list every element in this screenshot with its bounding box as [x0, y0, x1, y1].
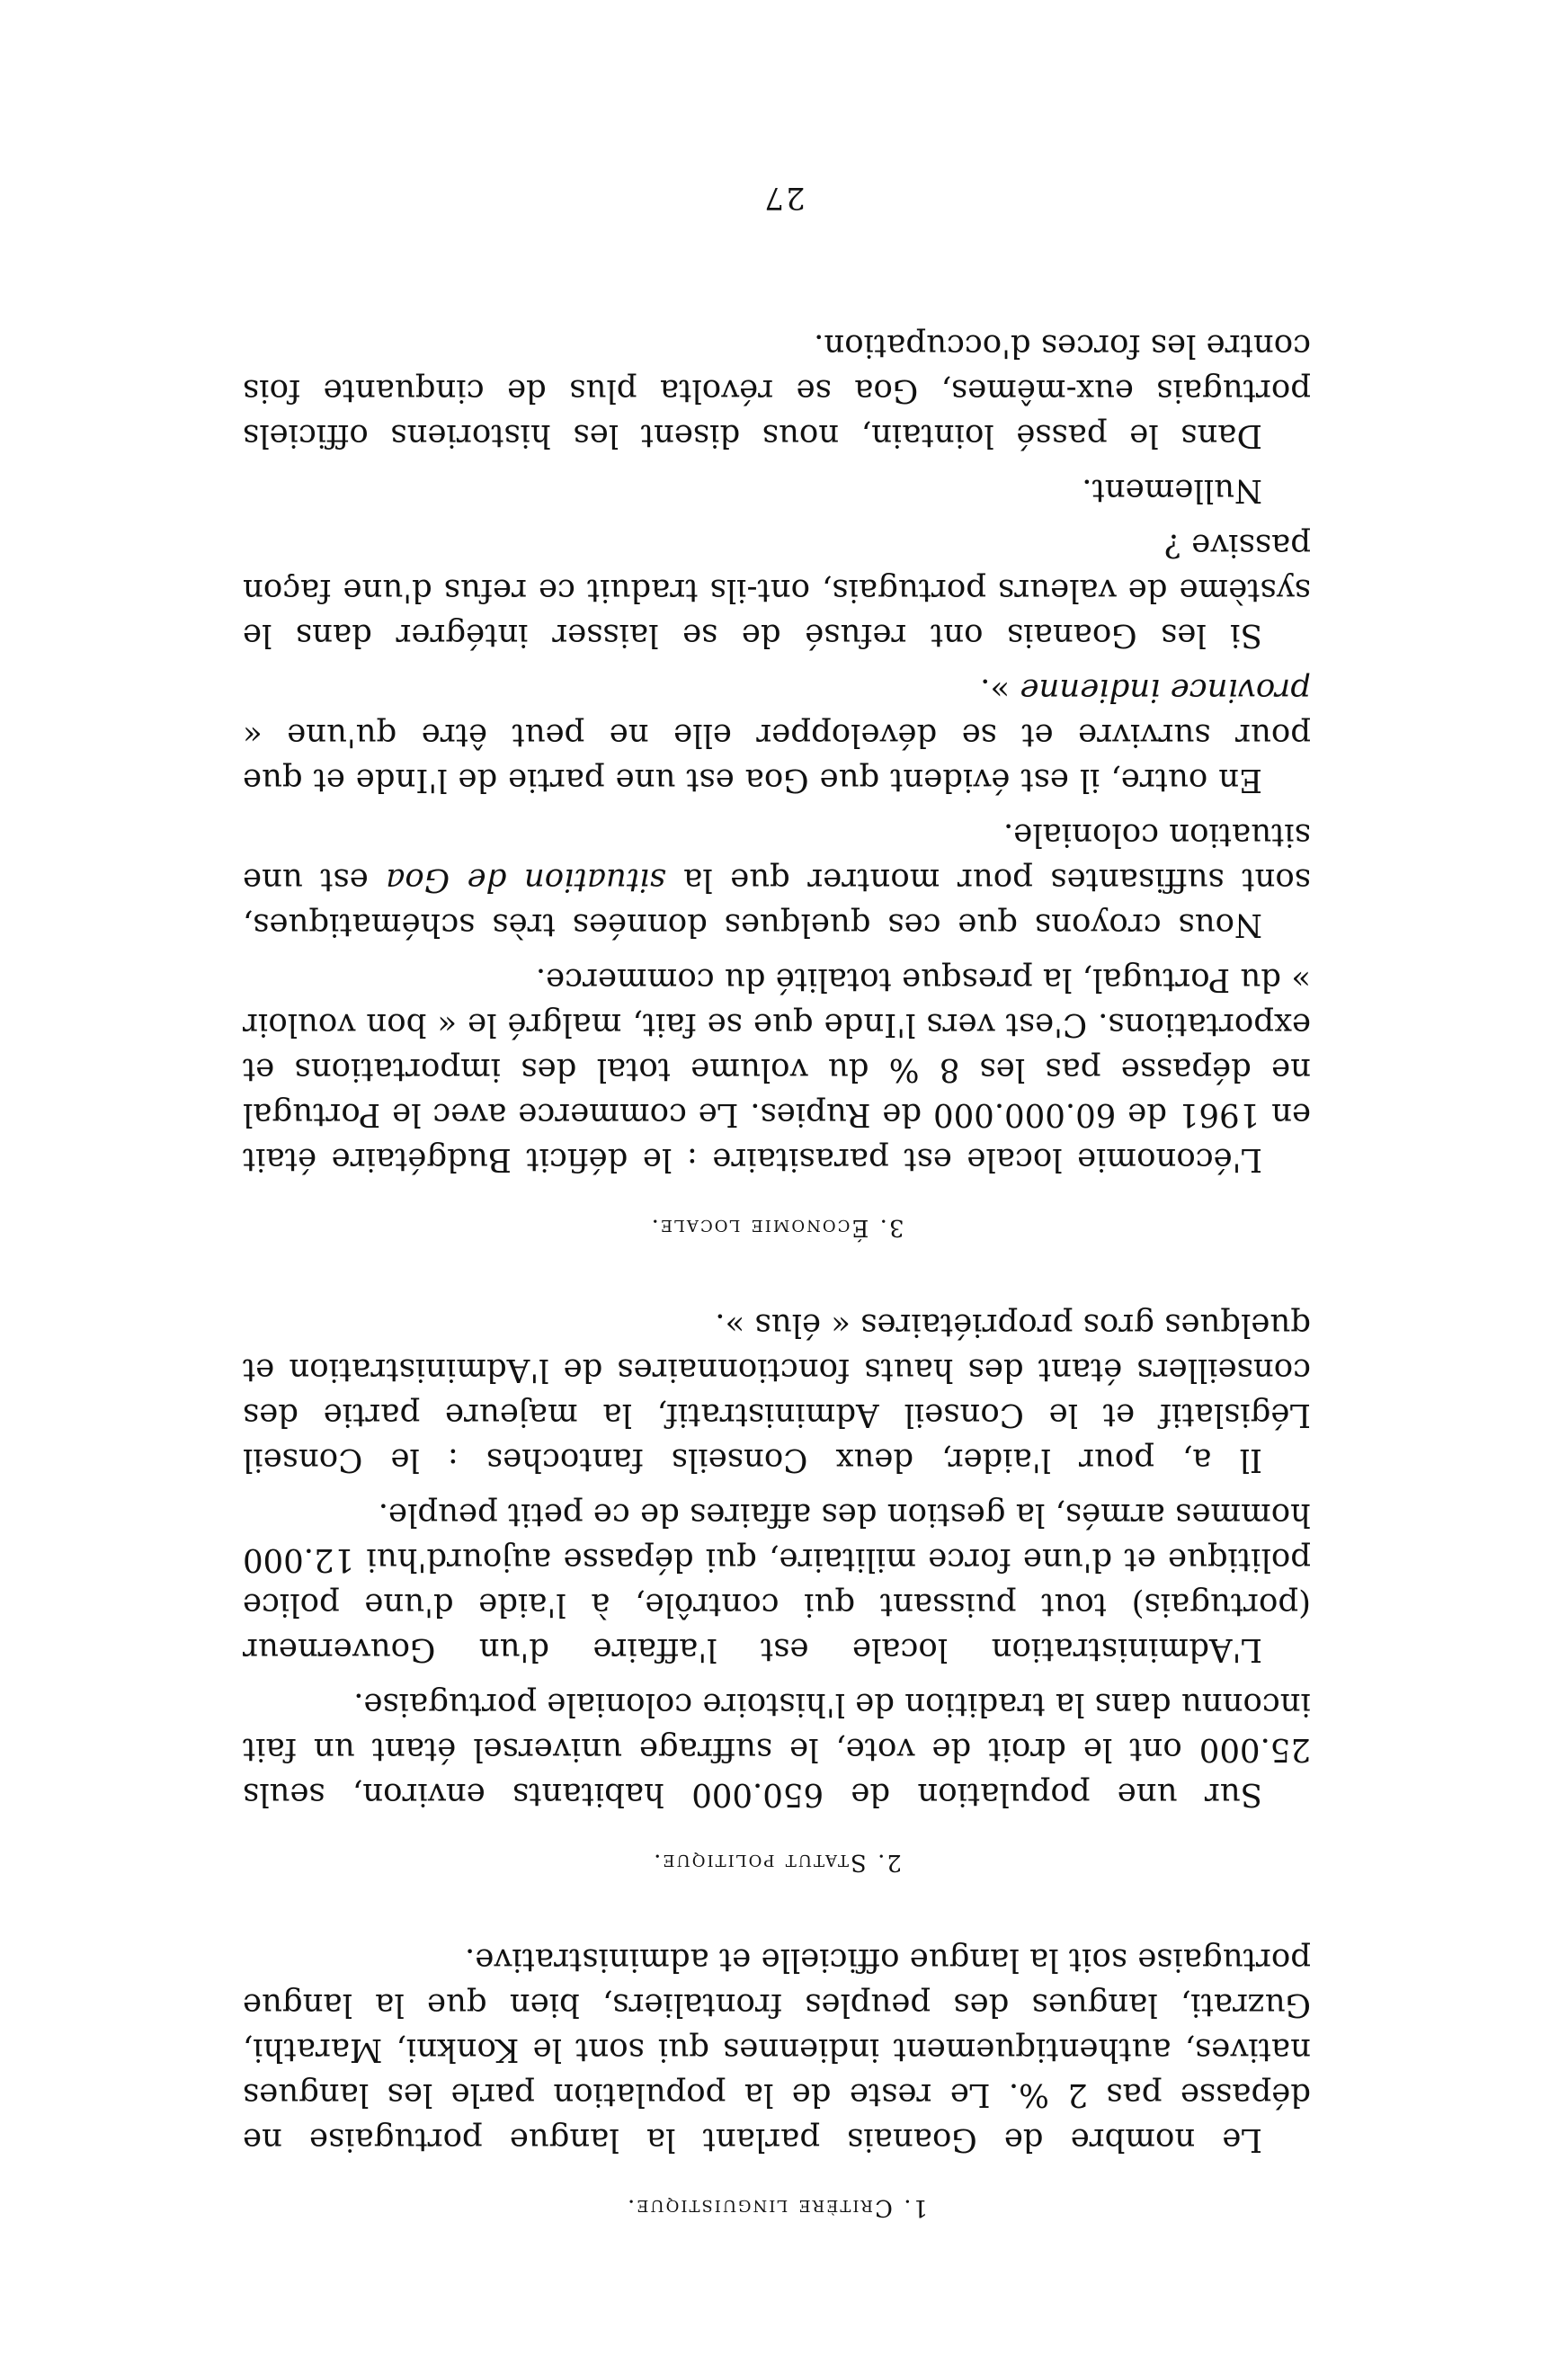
paragraph: Nullement.	[1082, 472, 1262, 509]
text-column	[243, 313, 1311, 2230]
section-title-linguistic: 1. Critère linguistique.	[626, 2194, 928, 2221]
section-title-economy: 3. Économie locale.	[649, 1214, 904, 1241]
paragraph: Sur une population de 650.000 habitants environ, seuls 25.000 ont le droit de vote, le suffrage universel étant un fait inconnu dans la tradition de l'histoire coloniale portugaise.	[243, 1686, 1311, 1813]
text-run: ».	[980, 672, 1020, 709]
paragraph: Dans le passé lointain, nous disent les historiens officiels portugais eux-mêmes, Goa se révolta plus de cinquante fois contre les forces d'occupation.	[243, 327, 1311, 454]
text-run: est une situation coloniale.	[242, 817, 1311, 898]
italic-text: province indienne	[1020, 672, 1311, 709]
paragraph-indian-province	[243, 667, 1311, 802]
section-title-political: 2. Statut politique.	[652, 1849, 902, 1876]
paragraph: Il a, pour l'aider, deux Conseils fantoches : le Conseil Législatif et le Conseil Administratif, la majeure partie des conseillers étant des hauts fonctionnaires de l'Administration et quelques gros propriétaires « élus ».	[243, 1307, 1311, 1478]
paragraph: L'Administration locale est l'affaire d'un Gouverneur (portugais) tout puissant qui contrôle, à l'aide d'une police politique et d'une force militaire, qui dépasse aujourd'hui 12.000 hommes armés, la gestion des affaires de ce petit peuple.	[243, 1496, 1311, 1668]
text-run: En outre, il est évident que Goa est une partie de l'Inde et que pour survivre et se développer elle ne peut être qu'une «	[243, 717, 1311, 799]
page-number: 27	[762, 180, 806, 216]
paragraph: Le nombre de Goanais parlant la langue portugaise ne dépasse pas 2 %. Le reste de la population parle les langues natives, authentiquement indiennes qui sont le Konkni, Marathi, Guzrati, langues des peuples frontaliers, bien que la langue portugaise soit la langue officielle et administrative.	[243, 1941, 1311, 2158]
italic-text: situation de Goa	[386, 861, 666, 898]
paragraph-colonial-situation	[243, 812, 1311, 947]
paragraph: Si les Goanais ont refusé de se laisser intégrer dans le système de valeurs portugais, ont-ils traduit ce refus d'une façon passive ?	[243, 527, 1311, 654]
text-run: Nous croyons que ces quelques données très schématiques, sont suffisantes pour montrer que la	[243, 861, 1311, 943]
paragraph: L'économie locale est parasitaire : le déficit Budgétaire était en 1961 de 60.000.000 de Rupies. Le commerce avec le Portugal ne dépasse pas les 8 % du volume total des importations et exportations. C'est vers l'Inde que se fait, malgré le « bon vouloir » du Portugal, la presque totalité du commerce.	[243, 961, 1311, 1178]
